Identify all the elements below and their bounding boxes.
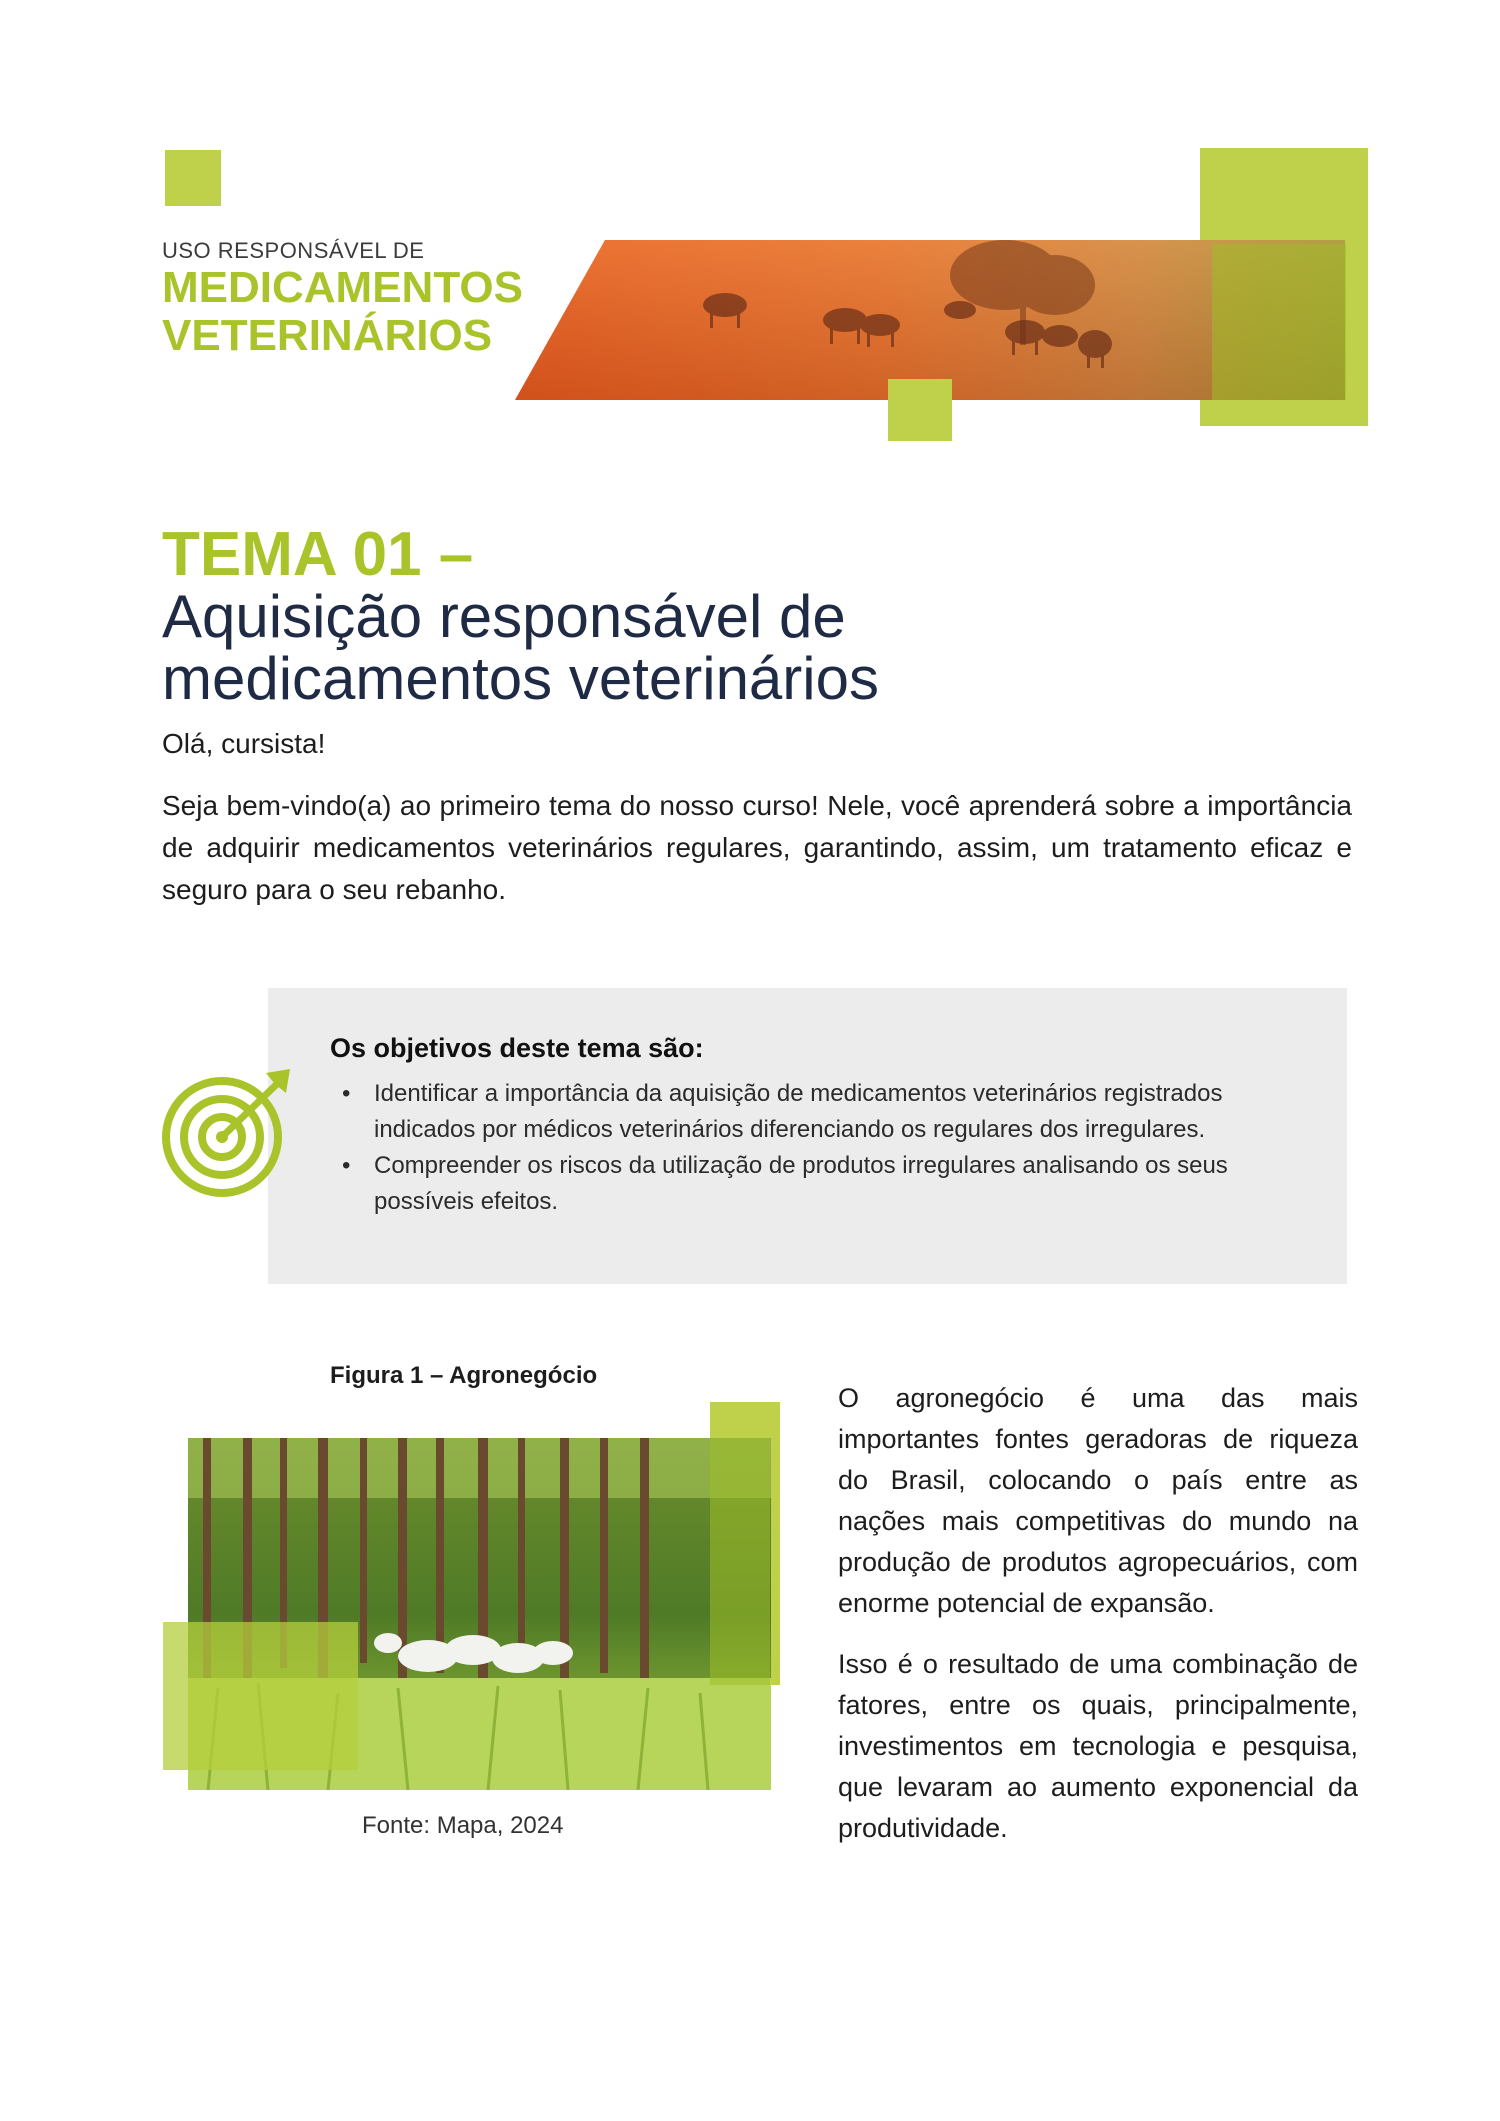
decorative-square: [165, 150, 221, 206]
paragraph: Isso é o resultado de uma combinação de fatores, entre os quais, principalmente, investimentos em tecnologia e pesquisa, que levaram ao aumento exponencial da produtividade.: [838, 1649, 1358, 1843]
topic-number: TEMA 01 –: [162, 520, 474, 589]
greeting: Olá, cursista!: [162, 728, 326, 759]
brand-title-line1: MEDICAMENTOS: [162, 263, 523, 312]
paragraph: O agronegócio é uma das mais importantes fontes geradoras de riqueza do Brasil, colocando o país entre as nações mais competitivas do mundo na produção de produtos agropecuários, com enorme potencial de expansão.: [838, 1383, 1358, 1618]
brand-title-line2: VETERINÁRIOS: [162, 311, 493, 360]
objectives-heading: Os objetivos deste tema são:: [330, 1033, 704, 1063]
objectives-list: [330, 1076, 1330, 1220]
list-item: • Identificar a importância da aquisição de medicamentos veterinários registrados indicados por médicos veterinários diferenciando os regulares dos irregulares.: [330, 1076, 1330, 1148]
body-text: [838, 1378, 1358, 1869]
decorative-square: [888, 379, 952, 441]
page-title-line2: medicamentos veterinários: [162, 645, 879, 712]
list-item: • Compreender os riscos da utilização de produtos irregulares analisando os seus possíveis efeitos.: [330, 1148, 1330, 1220]
target-icon: [160, 1065, 295, 1200]
decorative-overlay: [163, 1622, 358, 1770]
brand-subtitle: USO RESPONSÁVEL DE: [162, 238, 425, 263]
figure-source: Fonte: Mapa, 2024: [362, 1812, 564, 1839]
decorative-overlay: [710, 1438, 770, 1685]
intro-paragraph: Seja bem-vindo(a) ao primeiro tema do nosso curso! Nele, você aprenderá sobre a importância de adquirir medicamentos veterinários regulares, garantindo, assim, um tratamento eficaz e seguro para o seu rebanho.: [162, 790, 1352, 905]
page-title: [162, 583, 1362, 712]
decorative-overlay: [1212, 244, 1346, 400]
figure-caption: Figura 1 – Agronegócio: [330, 1362, 598, 1389]
page-title-line1: Aquisição responsável de: [162, 583, 846, 650]
